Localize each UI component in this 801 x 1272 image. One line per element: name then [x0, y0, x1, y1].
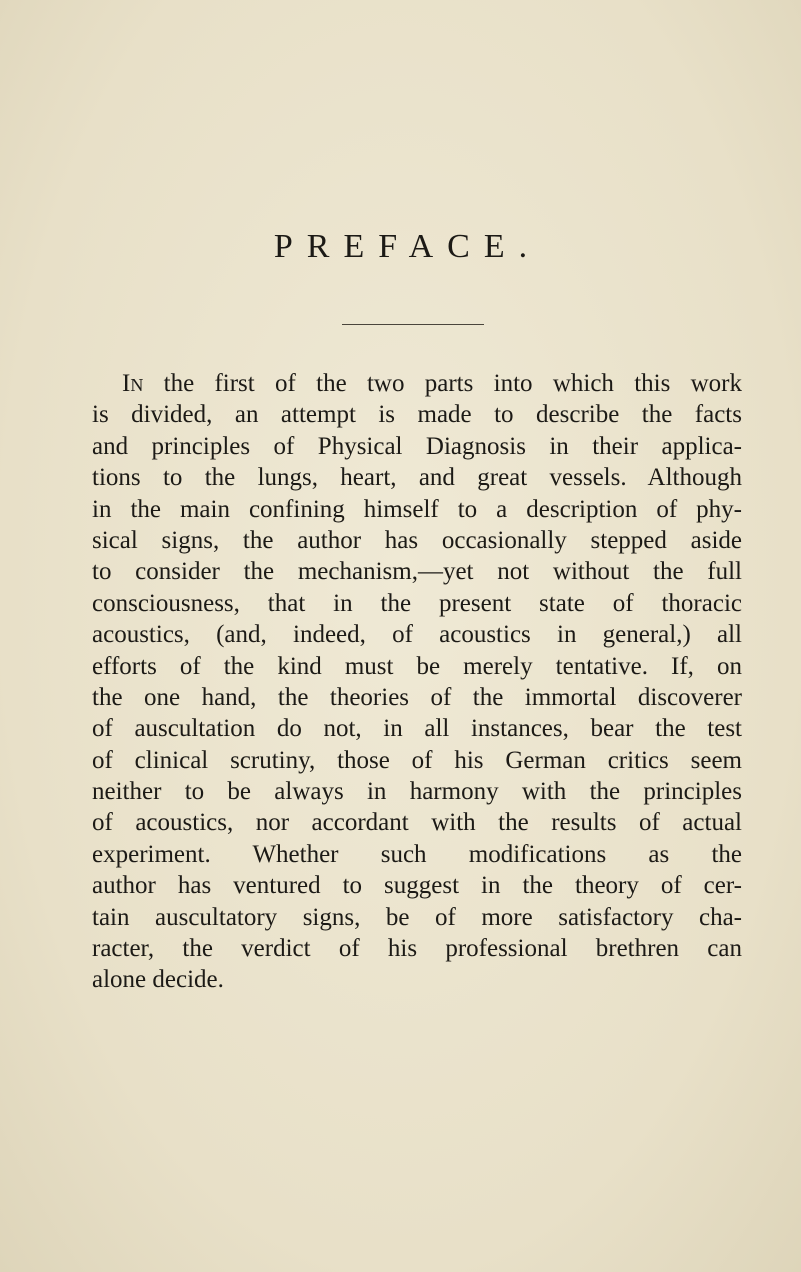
- text-line: is divided, an attempt is made to describe the facts: [92, 401, 742, 429]
- text-line: [92, 368, 742, 399]
- text-line: neither to be always in harmony with the principles: [92, 778, 742, 806]
- preface-heading: PREFACE.: [273, 228, 542, 265]
- text-line: experiment. Whether such modifications as the: [92, 840, 742, 868]
- text-line: consciousness, that in the present state of thoracic: [92, 589, 742, 617]
- text-line: efforts of the kind must be merely tentative. If, on: [92, 652, 742, 680]
- text-line: the one hand, the theories of the immortal discoverer: [92, 683, 742, 711]
- text-line: acoustics, (and, indeed, of acoustics in general,) all: [92, 621, 742, 649]
- text-line: and principles of Physical Diagnosis in their applica-: [92, 432, 742, 460]
- text-line: to consider the mechanism,—yet not without the full: [92, 558, 742, 586]
- text-line: of auscultation do not, in all instances, bear the test: [92, 715, 742, 743]
- heading-divider: [342, 324, 484, 325]
- text-line: in the main confining himself to a description of phy-: [92, 495, 742, 523]
- text-line: tions to the lungs, heart, and great vessels. Although: [92, 464, 742, 492]
- text-line-content: the first of the two parts into which this work: [143, 370, 742, 397]
- text-line: author has ventured to suggest in the theory of cer-: [92, 872, 742, 900]
- text-line: of acoustics, nor accordant with the results of actual: [92, 809, 742, 837]
- text-line: racter, the verdict of his professional brethren can: [92, 935, 742, 963]
- opening-word: In: [122, 370, 144, 397]
- text-line: tain auscultatory signs, be of more satisfactory cha-: [92, 903, 742, 931]
- text-line: sical signs, the author has occasionally stepped aside: [92, 526, 742, 554]
- text-line: of clinical scrutiny, those of his German critics seem: [92, 746, 742, 774]
- preface-paragraph: [92, 368, 742, 996]
- text-line: alone decide.: [92, 966, 224, 994]
